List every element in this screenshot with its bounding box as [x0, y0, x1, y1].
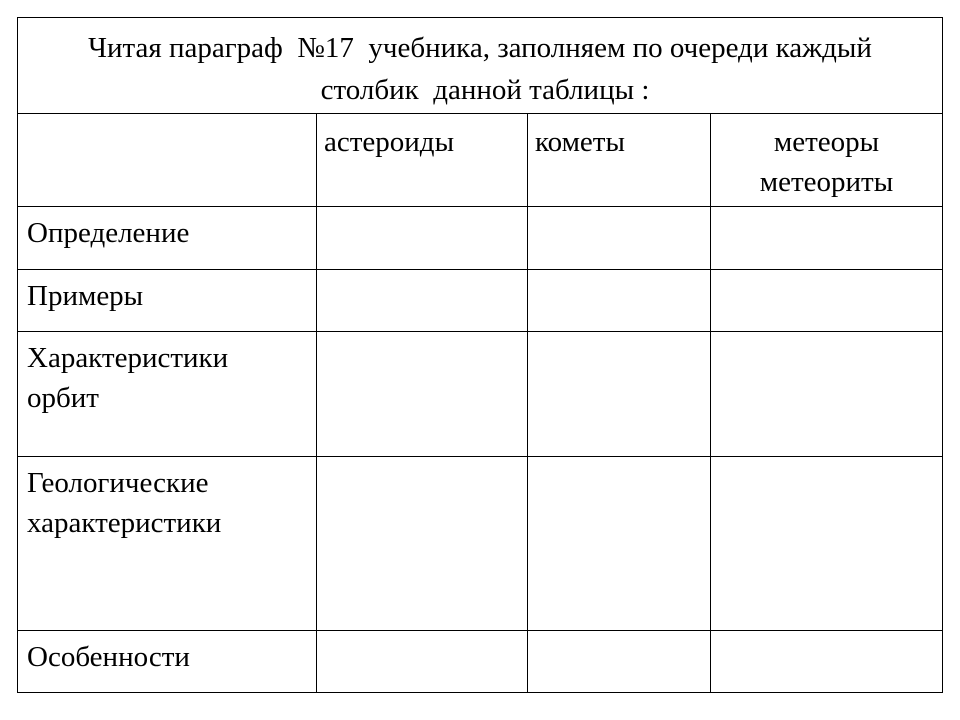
table-cell [711, 457, 943, 631]
header-meteors-text [711, 114, 942, 202]
table-cell [317, 631, 528, 693]
header-comets-cell [528, 114, 711, 207]
table-row [18, 631, 943, 693]
row-label-orbit-characteristics [18, 332, 317, 457]
header-meteors-cell [711, 114, 943, 207]
header-comets-text: кометы [535, 126, 625, 158]
table-cell [711, 631, 943, 693]
worksheet-table [17, 17, 943, 693]
header-corner-cell [18, 114, 317, 207]
text-line: метеоры [773, 126, 880, 158]
row-label-examples [18, 270, 317, 332]
table-cell [711, 332, 943, 457]
header-asteroids-text: астероиды [324, 126, 455, 158]
table-row [18, 332, 943, 457]
table-row [18, 457, 943, 631]
table-cell [317, 270, 528, 332]
table-cell [528, 270, 711, 332]
table-row [18, 270, 943, 332]
table-cell [317, 332, 528, 457]
row-label-text: Определение [27, 217, 190, 249]
row-label-text [18, 332, 316, 418]
table-cell [317, 207, 528, 270]
instruction-text [18, 18, 942, 111]
table-cell [317, 457, 528, 631]
header-corner-text [18, 114, 316, 122]
table-row [18, 207, 943, 270]
text-line: орбит [27, 382, 99, 414]
table-cell [711, 270, 943, 332]
row-label-geological-characteristics [18, 457, 317, 631]
instruction-line-2: столбик данной таблицы : [320, 74, 650, 106]
table-cell [528, 207, 711, 270]
row-label-text [18, 457, 316, 543]
table-cell [528, 457, 711, 631]
row-label-features [18, 631, 317, 693]
header-asteroids-cell [317, 114, 528, 207]
header-row [18, 114, 943, 207]
text-line: характеристики [27, 507, 222, 539]
instruction-cell [18, 18, 943, 114]
row-label-definition [18, 207, 317, 270]
text-line: Геологические [27, 467, 209, 499]
title-row [18, 18, 943, 114]
table-cell [711, 207, 943, 270]
text-line: метеориты [759, 166, 894, 198]
instruction-line-1: Читая параграф №17 учебника, заполняем по очереди каждый [88, 32, 872, 64]
text-line: Характеристики [27, 342, 229, 374]
row-label-text: Примеры [27, 280, 144, 312]
table-cell [528, 631, 711, 693]
table-cell [528, 332, 711, 457]
row-label-text: Особенности [27, 641, 190, 673]
